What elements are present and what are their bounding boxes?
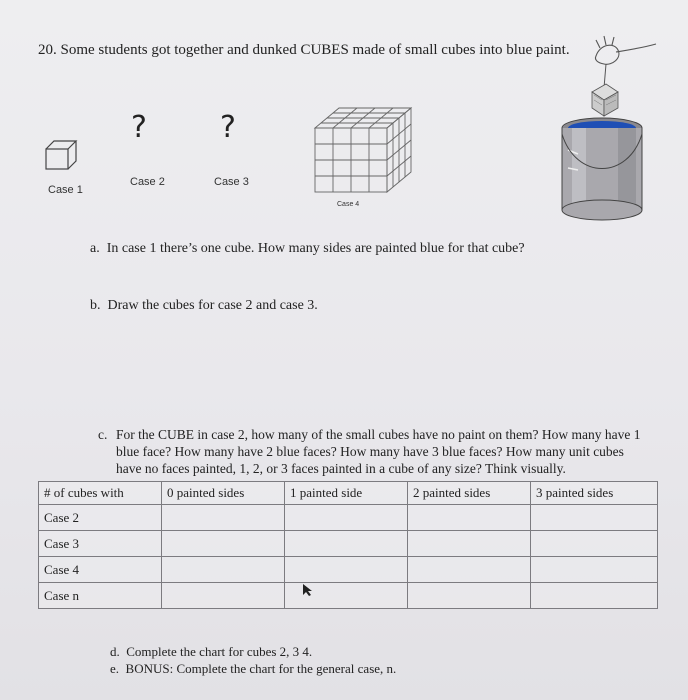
part-c-label: c. (98, 427, 108, 442)
hand-icon (595, 36, 656, 64)
case1-label: Case 1 (48, 184, 83, 196)
answer-cell[interactable] (531, 505, 658, 531)
table-row (39, 583, 658, 609)
question-title: 20. Some students got together and dunked CUBES made of small cubes into blue paint. (38, 42, 570, 58)
answer-cell[interactable] (408, 505, 531, 531)
answer-cell[interactable] (285, 531, 408, 557)
case4-label: Case 4 (337, 201, 360, 208)
dipped-cube-icon (592, 84, 618, 116)
header-2-painted: 2 painted sides (408, 482, 531, 505)
table-row (39, 557, 658, 583)
paint-can-illustration (556, 30, 666, 230)
case1-cube (40, 138, 84, 174)
part-c-question (98, 426, 658, 477)
case4-grid-cube (310, 104, 418, 196)
part-c-line1: For the CUBE in case 2, how many of the small cubes have no paint on them? How many have 1 (116, 427, 641, 442)
answer-cell[interactable] (531, 583, 658, 609)
answer-cell[interactable] (285, 505, 408, 531)
header-0-painted: 0 painted sides (162, 482, 285, 505)
case3-question-mark: ? (220, 110, 236, 145)
part-e-question: e. BONUS: Complete the chart for the general case, n. (110, 661, 397, 676)
part-d-question: d. Complete the chart for cubes 2, 3 4. (110, 644, 313, 659)
row-label-case3: Case 3 (39, 531, 162, 557)
part-a-question: a. In case 1 there’s one cube. How many sides are painted blue for that cube? (90, 241, 525, 256)
answer-cell[interactable] (162, 557, 285, 583)
answer-cell[interactable] (408, 531, 531, 557)
part-b-question: b. Draw the cubes for case 2 and case 3. (90, 298, 318, 313)
table-header-row (39, 482, 658, 505)
header-cubes-with: # of cubes with (39, 482, 162, 505)
table-row (39, 505, 658, 531)
answer-cell[interactable] (162, 583, 285, 609)
answer-cell[interactable] (162, 505, 285, 531)
row-label-case4: Case 4 (39, 557, 162, 583)
answer-cell[interactable] (531, 557, 658, 583)
row-label-case-n (39, 583, 162, 609)
cursor-icon (302, 583, 314, 597)
table-row (39, 531, 658, 557)
part-c-line3: have no faces painted, 1, 2, or 3 faces painted in a cube of any size? Think visually. (116, 461, 566, 476)
case2-label: Case 2 (130, 176, 165, 188)
answer-cell[interactable] (285, 557, 408, 583)
painted-sides-table (38, 481, 658, 609)
case-n-text: Case n (44, 587, 80, 603)
case3-label: Case 3 (214, 176, 249, 188)
paint-can-icon (562, 118, 642, 220)
answer-cell[interactable] (162, 531, 285, 557)
row-label-case2: Case 2 (39, 505, 162, 531)
answer-cell[interactable] (531, 531, 658, 557)
header-3-painted: 3 painted sides (531, 482, 658, 505)
case2-question-mark: ? (131, 110, 147, 145)
answer-cell[interactable] (408, 583, 531, 609)
part-c-line2: blue face? How many have 2 blue faces? How many have 3 blue faces? How many unit cubes (116, 444, 624, 459)
answer-cell[interactable] (408, 557, 531, 583)
header-1-painted: 1 painted side (285, 482, 408, 505)
